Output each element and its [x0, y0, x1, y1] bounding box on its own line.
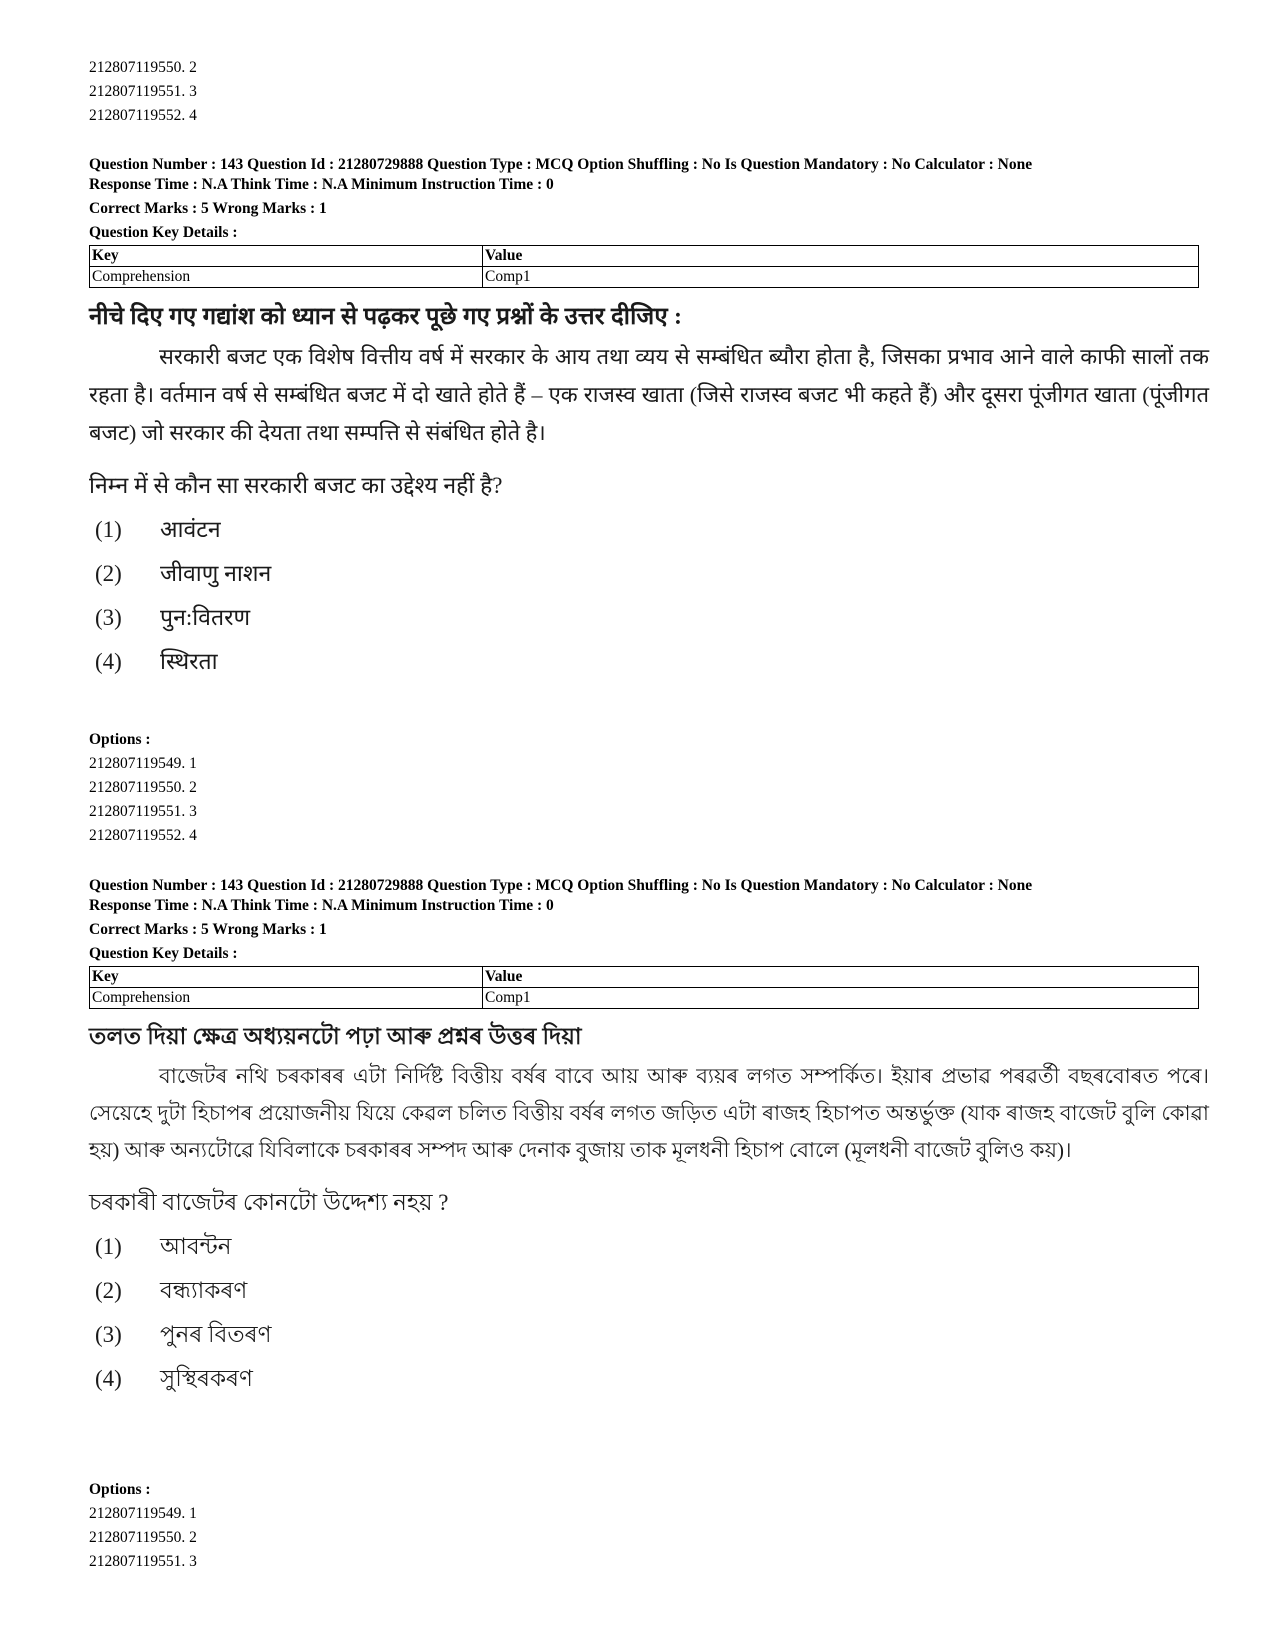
choice-text: আবন্টন: [160, 1234, 232, 1259]
table-cell-key: Comprehension: [90, 267, 483, 288]
question-2-passage: [89, 1020, 1209, 1401]
options-label: Options :: [89, 1481, 151, 1498]
choice-number: (4): [95, 649, 122, 674]
choice-number: (1): [95, 1234, 122, 1259]
table-header-row: [90, 967, 1199, 988]
option-id: 212807119550. 2: [89, 59, 197, 76]
choice-text: स्थिरता: [160, 649, 218, 674]
marks-line: Correct Marks : 5 Wrong Marks : 1: [89, 921, 327, 938]
choices-list: [89, 508, 1209, 684]
choice-item: [89, 1313, 1209, 1357]
passage-body: বাজেটৰ নথি চৰকাৰৰ এটা নিৰ্দিষ্ট বিত্তীয় বৰ্ষৰ বাবে আয় আৰু ব্যয়ৰ লগত সম্পৰ্কিত। ইয়াৰ প্ৰভাৱ পৰৱৰ্তী বছৰবোৰত পৰে। সেয়েহে দুটা হিচাপৰ প্ৰয়োজনীয় যিয়ে কেৱল চলিত বিত্তীয় বৰ্ষৰ লগত জড়িত এটা ৰাজহ হিচাপত অন্তৰ্ভুক্ত (যাক ৰাজহ বাজেট বুলি কোৱা হয়) আৰু অন্যটোৱে যিবিলাকে চৰকাৰৰ সম্পদ আৰু দেনাক বুজায় তাক মূলধনী হিচাপ বোলে (মূলধনী বাজেট বুলিও কয়)।: [89, 1064, 1209, 1162]
passage-title: তলত দিয়া ক্ষেত্র অধ্যয়নটো পঢ়া আৰু প্ৰশ্নৰ উত্তৰ দিয়া: [89, 1024, 582, 1049]
choice-item: [89, 552, 1209, 596]
choice-item: [89, 508, 1209, 552]
choice-text: সুস্থিৰকৰণ: [160, 1366, 253, 1391]
choice-item: [89, 596, 1209, 640]
key-details-label: Question Key Details :: [89, 945, 238, 962]
choice-text: পুনৰ বিতৰণ: [160, 1322, 272, 1347]
question-text: निम्न में से कौन सा सरकारी बजट का उद्देश्य नहीं है?: [89, 473, 503, 498]
option-id: 212807119549. 1: [89, 1505, 197, 1522]
table-header-key: Key: [90, 967, 483, 988]
table-cell-value: Comp1: [483, 267, 1199, 288]
question-meta-line-2: Response Time : N.A Think Time : N.A Minimum Instruction Time : 0: [89, 897, 554, 914]
question-2-header: [89, 876, 1199, 1009]
question-1-header: [89, 155, 1199, 288]
choice-number: (3): [95, 605, 122, 630]
options-label: Options :: [89, 731, 151, 748]
option-id: 212807119551. 3: [89, 1553, 197, 1570]
choice-item: [89, 1357, 1209, 1401]
choice-item: [89, 1225, 1209, 1269]
table-cell-value: Comp1: [483, 988, 1199, 1009]
option-id: 212807119550. 2: [89, 779, 197, 796]
table-header-value: Value: [483, 967, 1199, 988]
choice-number: (1): [95, 517, 122, 542]
choice-number: (4): [95, 1366, 122, 1391]
choice-number: (2): [95, 561, 122, 586]
choice-number: (2): [95, 1278, 122, 1303]
key-details-table: [89, 245, 1199, 288]
passage-title: नीचे दिए गए गद्यांश को ध्यान से पढ़कर पूछे गए प्रश्नों के उत्तर दीजिए :: [89, 304, 683, 330]
question-text: চৰকাৰী বাজেটৰ কোনটো উদ্দেশ্য নহয় ?: [89, 1190, 449, 1215]
passage-body: सरकारी बजट एक विशेष वित्तीय वर्ष में सरकार के आय तथा व्यय से सम्बंधित ब्यौरा होता है, जिसका प्रभाव आने वाले काफी सालों तक रहता है। वर्तमान वर्ष से सम्बंधित बजट में दो खाते होते हैं – एक राजस्व खाता (जिसे राजस्व बजट भी कहते हैं) और दूसरा पूंजीगत खाता (पूंजीगत बजट) जो सरकार की देयता तथा सम्पत्ति से संबंधित होते है।: [89, 344, 1209, 445]
choice-text: पुन:वितरण: [160, 605, 251, 630]
option-id: 212807119552. 4: [89, 107, 197, 124]
key-details-label: Question Key Details :: [89, 224, 238, 241]
choices-list: [89, 1225, 1209, 1401]
choice-text: जीवाणु नाशन: [160, 561, 272, 586]
choice-number: (3): [95, 1322, 122, 1347]
table-row: [90, 267, 1199, 288]
question-1-passage: [89, 300, 1209, 684]
question-1-options: [89, 728, 197, 848]
table-header-value: Value: [483, 246, 1199, 267]
key-details-table: [89, 966, 1199, 1009]
marks-line: Correct Marks : 5 Wrong Marks : 1: [89, 200, 327, 217]
table-row: [90, 988, 1199, 1009]
option-id: 212807119550. 2: [89, 1529, 197, 1546]
option-id: 212807119551. 3: [89, 83, 197, 100]
question-2-options: [89, 1478, 197, 1574]
table-cell-key: Comprehension: [90, 988, 483, 1009]
table-header-row: [90, 246, 1199, 267]
choice-text: आवंटन: [160, 517, 221, 542]
table-header-key: Key: [90, 246, 483, 267]
option-id: 212807119551. 3: [89, 803, 197, 820]
question-meta-line-1: Question Number : 143 Question Id : 21280729888 Question Type : MCQ Option Shuffling : No Is Question Mandatory : No Calculator : None: [89, 156, 1033, 173]
option-id: 212807119552. 4: [89, 827, 197, 844]
question-meta-line-1: Question Number : 143 Question Id : 21280729888 Question Type : MCQ Option Shuffling : No Is Question Mandatory : No Calculator : None: [89, 877, 1033, 894]
question-meta-line-2: Response Time : N.A Think Time : N.A Minimum Instruction Time : 0: [89, 176, 554, 193]
option-id: 212807119549. 1: [89, 755, 197, 772]
top-options-list: [89, 56, 197, 128]
choice-item: [89, 640, 1209, 684]
choice-item: [89, 1269, 1209, 1313]
choice-text: বন্ধ্যাকৰণ: [160, 1278, 248, 1303]
